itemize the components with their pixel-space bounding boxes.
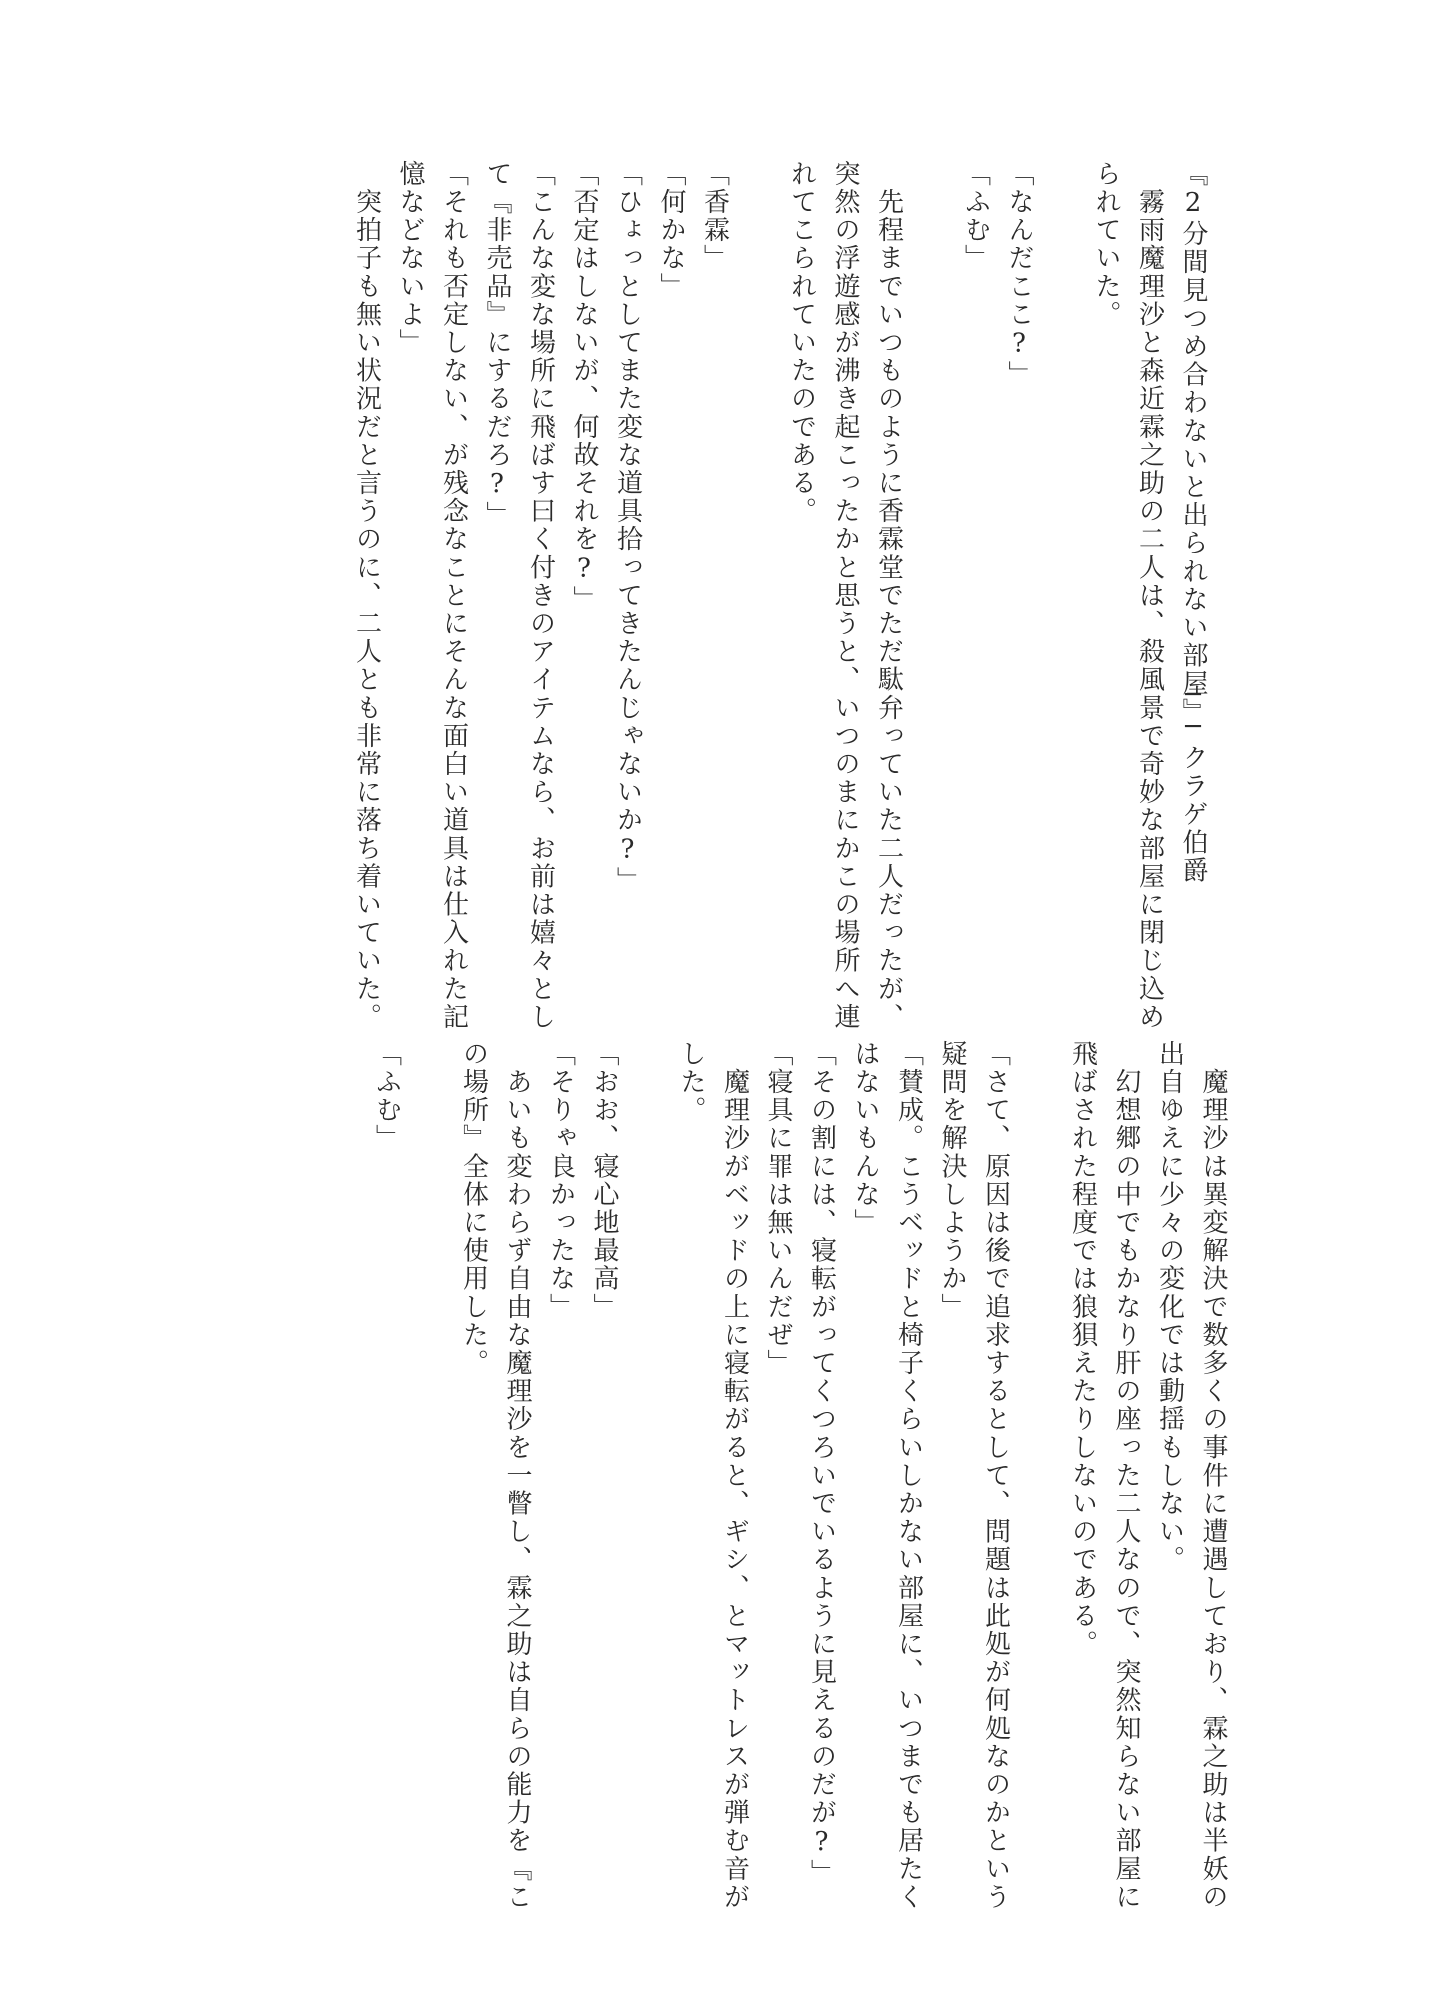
story-body-lower: 魔理沙は異変解決で数多くの事件に遭遇しており、霖之助は半妖の 出自ゆえに少々の変化では動揺もしない。 幻想郷の中でもかなり肝の座った二人なので、突然知らない部屋に 飛ばされた程度では狼狽えたりしないのである。 「さて、原因は後で追求するとして、問題は此処が何処なのかという 疑問を解決しようか」 「賛成。こうベッドと椅子くらいしかない部屋に、いつまでも居たく はないもんな」 「その割には、寝転がってくつろいでいるように見えるのだが?」 「寝具に罪は無いんだぜ」 魔理沙がベッドの上に寝転がると、ギシ、とマットレスが弾む音が した。 「おお、寝心地最高」 「そりゃ良かったな」 あいも変わらず自由な魔理沙を一瞥し、霖之助は自らの能力を『こ の場所』全体に使用した。 「ふむ」 [371, 1040, 1228, 1912]
story-body-upper: 霧雨魔理沙と森近霖之助の二人は、殺風景で奇妙な部屋に閉じ込め られていた。 「なんだここ?」 「ふむ」 先程までいつものように香霖堂でただ駄弁っていた二人だったが、 突然の浮遊感が沸き起こったかと思うと、いつのまにかこの場所へ連 れてこられていたのである。 「香霖」 「何かな」 「ひょっとしてまた変な道具拾ってきたんじゃないか?」 「否定はしないが、何故それを?」 「こんな変な場所に飛ばす曰く付きのアイテムなら、お前は嬉々とし て『非売品』にするだろ?」 「それも否定しない、が残念なことにそんな面白い道具は仕入れた記 憶などないよ」 突拍子も無い状況だと言うのに、二人とも非常に落ち着いていた。 [351, 160, 1165, 1032]
author-byline: ──クラゲ伯爵 [1178, 680, 1208, 885]
story-title: 『2分間見つめ合わないと出られない部屋』 [1178, 160, 1208, 726]
upper-text-block [344, 160, 1214, 1031]
